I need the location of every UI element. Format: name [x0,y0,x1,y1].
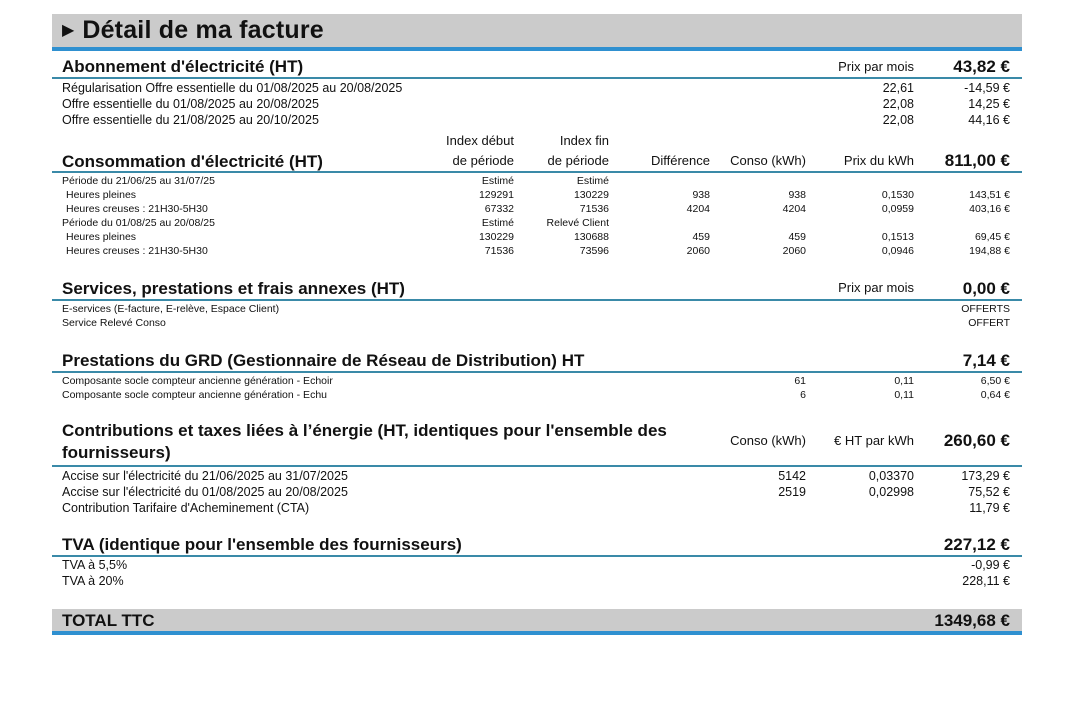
section-consommation [52,131,1022,259]
row-amount: 0,64 € [980,389,1010,401]
section-header [52,533,1022,557]
row-amount: 14,25 € [968,97,1010,111]
row-qty: 61 [794,375,806,387]
row-index-debut: 129291 [478,189,514,201]
table-row [52,375,1022,389]
col-index-fin: Index fin [559,133,609,148]
row-difference: 459 [692,231,710,243]
col-index-debut-sub: de période [452,153,514,168]
row-index-debut: Estimé [481,217,514,229]
page-title: Détail de ma facture [82,16,324,44]
tva-rows [52,557,1022,590]
row-label: TVA à 20% [62,574,124,588]
table-row [52,485,1022,501]
spacer [52,517,1022,533]
row-price: 22,61 [882,81,914,95]
table-row [52,469,1022,485]
row-qty: 6 [800,389,806,401]
row-label: Contribution Tarifaire d'Acheminement (CTA) [62,501,310,515]
row-label: TVA à 5,5% [62,558,128,572]
table-row [52,97,1022,113]
section-title: Prestations du GRD (Gestionnaire de Réseau de Distribution) HT [62,351,585,370]
section-abonnement [52,55,1022,129]
invoice-detail [52,14,1022,635]
row-label: Accise sur l'électricité du 21/06/2025 au 31/07/2025 [62,469,348,483]
row-index-fin: Relevé Client [546,217,609,229]
table-row [52,217,1022,231]
row-amount: 173,29 € [961,469,1010,483]
row-label: Régularisation Offre essentielle du 01/08/2025 au 20/08/2025 [62,81,403,95]
row-prix: 0,1530 [881,189,914,201]
grd-rows [52,373,1022,403]
col-prix-par-mois: Prix par mois [838,280,914,295]
row-label: Offre essentielle du 01/08/2025 au 20/08/2025 [62,97,319,111]
col-prix-ht-kwh: € HT par kWh [834,433,914,448]
row-price: 22,08 [882,113,914,127]
row-difference: 938 [692,189,710,201]
row-conso: 459 [788,231,806,243]
row-amount: -0,99 € [971,558,1010,572]
section-title-line2: fournisseurs) [62,443,171,462]
row-label: Heures creuses : 21H30-5H30 [66,203,208,215]
section-title: Abonnement d'électricité (HT) [62,57,304,76]
section-header [52,131,1022,173]
row-label: Heures pleines [66,189,137,201]
row-amount: 194,88 € [969,245,1010,257]
row-index-debut: 67332 [484,203,514,215]
spacer [52,590,1022,609]
section-title: TVA (identique pour l'ensemble des fournisseurs) [62,535,462,554]
row-prix: 0,02998 [868,485,914,499]
row-conso: 5142 [778,469,806,483]
row-label: E-services (E-facture, E-relève, Espace Client) [62,303,280,315]
row-label: Composante socle compteur ancienne génération - Echu [62,389,327,401]
services-rows [52,301,1022,331]
spacer [52,403,1022,419]
row-amount: 75,52 € [968,485,1010,499]
row-conso: 938 [788,189,806,201]
table-row [52,574,1022,590]
row-index-debut: Estimé [481,175,514,187]
row-amount: 228,11 € [962,574,1010,588]
spacer [52,259,1022,277]
row-label: Service Relevé Conso [62,317,166,329]
row-difference: 4204 [686,203,710,215]
row-index-fin: 71536 [579,203,609,215]
row-index-debut: 71536 [484,245,514,257]
row-conso: 4204 [782,203,806,215]
section-title: Consommation d'électricité (HT) [62,152,323,171]
row-label: Heures creuses : 21H30-5H30 [66,245,208,257]
section-grd [52,349,1022,403]
abonnement-rows [52,79,1022,129]
consommation-rows [52,173,1022,259]
row-amount: OFFERTS [961,303,1010,315]
col-index-debut: Index début [446,133,514,148]
row-label: Période du 01/08/25 au 20/08/25 [62,217,215,229]
section-title-line1: Contributions et taxes liées à l’énergie (HT, identiques pour l'ensemble des [62,421,667,440]
row-prix: 0,0959 [881,203,914,215]
row-amount: OFFERT [968,317,1010,329]
table-row [52,231,1022,245]
row-prix: 0,1513 [881,231,914,243]
total-ttc-label: TOTAL TTC [62,611,155,630]
row-unit-price: 0,11 [894,389,914,401]
section-services [52,277,1022,331]
table-row [52,245,1022,259]
section-header [52,277,1022,301]
table-row [52,81,1022,97]
row-difference: 2060 [686,245,710,257]
row-amount: 143,51 € [969,189,1010,201]
table-row [52,389,1022,403]
page-title-bar [52,14,1022,51]
col-prix-kwh: Prix du kWh [843,153,914,168]
row-index-debut: 130229 [478,231,514,243]
row-index-fin: 130229 [573,189,609,201]
triangle-right-icon: ▶ [62,21,75,39]
table-row [52,317,1022,331]
row-index-fin: 73596 [579,245,609,257]
section-total: 0,00 € [962,279,1010,298]
row-label: Offre essentielle du 21/08/2025 au 20/10/2025 [62,113,319,127]
table-row [52,303,1022,317]
spacer [52,331,1022,349]
row-label: Accise sur l'électricité du 01/08/2025 au 20/08/2025 [62,485,348,499]
row-amount: 403,16 € [969,203,1010,215]
section-header [52,349,1022,373]
row-index-fin: 130688 [573,231,609,243]
section-total: 811,00 € [944,151,1010,170]
section-total: 43,82 € [953,57,1010,76]
total-ttc-value: 1349,68 € [934,611,1010,630]
table-row [52,189,1022,203]
section-title: Services, prestations et frais annexes (HT) [62,279,405,298]
col-prix-par-mois: Prix par mois [838,59,914,74]
row-amount: 44,16 € [968,113,1010,127]
row-label: Heures pleines [66,231,137,243]
table-row [52,175,1022,189]
row-amount: -14,59 € [964,81,1010,95]
col-conso: Conso (kWh) [730,153,806,168]
section-taxes [52,419,1022,517]
row-conso: 2519 [778,485,806,499]
table-row [52,501,1022,517]
table-row [52,203,1022,217]
table-row [52,558,1022,574]
row-label: Composante socle compteur ancienne génération - Echoir [62,375,333,387]
table-row [52,113,1022,129]
taxes-rows [52,467,1022,517]
row-index-fin: Estimé [576,175,609,187]
total-ttc-bar [52,609,1022,635]
col-conso: Conso (kWh) [730,433,806,448]
section-total: 7,14 € [962,351,1010,370]
section-total: 227,12 € [943,535,1010,554]
row-price: 22,08 [882,97,914,111]
row-conso: 2060 [782,245,806,257]
row-unit-price: 0,11 [894,375,914,387]
row-prix: 0,0946 [881,245,914,257]
row-amount: 11,79 € [969,501,1010,515]
row-amount: 69,45 € [974,231,1010,243]
section-header [52,55,1022,79]
section-header [52,419,1022,467]
col-difference: Différence [650,153,710,168]
section-total: 260,60 € [943,431,1010,450]
section-tva [52,533,1022,590]
row-amount: 6,50 € [980,375,1010,387]
row-prix: 0,03370 [868,469,914,483]
col-index-fin-sub: de période [547,153,609,168]
row-label: Période du 21/06/25 au 31/07/25 [62,175,215,187]
